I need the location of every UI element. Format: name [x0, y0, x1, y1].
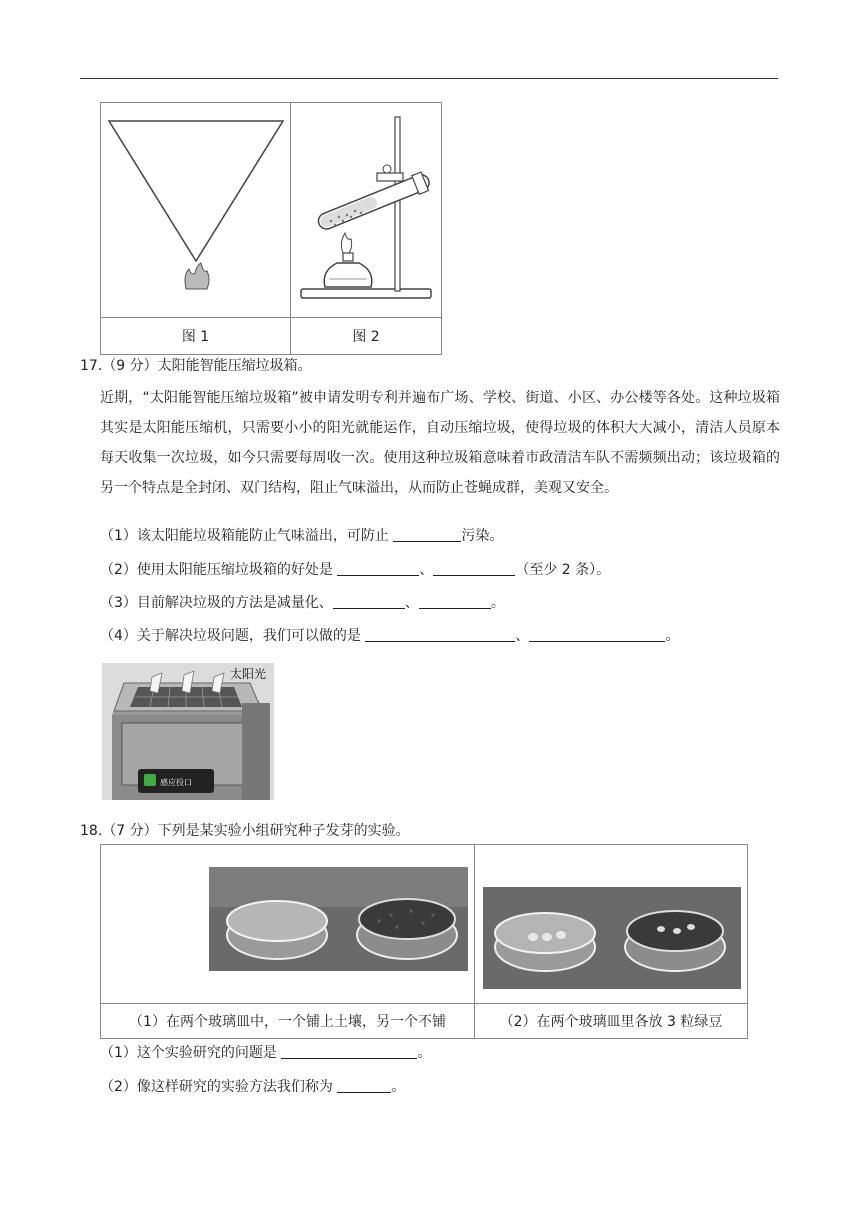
q17-header: 17.（9 分）太阳能智能压缩垃圾箱。 [80, 358, 312, 374]
header-rule [80, 78, 778, 79]
q18-photo-cell-2 [475, 845, 748, 1004]
q17-sub3 [100, 593, 505, 613]
q18-caption-2: （2）在两个玻璃皿里各放 3 粒绿豆 [475, 1004, 748, 1039]
q17-sub4 [100, 626, 679, 646]
q18-caption-1: （1）在两个玻璃皿中，一个铺上土壤，另一个不铺 [101, 1004, 475, 1039]
figure-table-top [100, 102, 442, 355]
q17-sub1-text: （1）该太阳能垃圾箱能防止气味溢出，可防止 [100, 528, 394, 544]
q17-sub4-blank-2[interactable] [529, 627, 665, 642]
q17-sub2-text: （2）使用太阳能压缩垃圾箱的好处是 [100, 562, 338, 578]
q17-sub3-tail: 。 [490, 595, 505, 611]
figure-table-q18 [100, 844, 748, 1039]
q18-sub2 [100, 1077, 405, 1097]
q17-sub2-blank-1[interactable] [337, 561, 419, 576]
q17-sub3-text: （3）目前解决垃圾的方法是减量化、 [100, 595, 333, 611]
flame-icon [185, 263, 209, 289]
q17-sub2 [100, 560, 610, 580]
bean [687, 924, 695, 930]
q17-sub2-tail: （至少 2 条）。 [515, 562, 611, 578]
bean [673, 928, 681, 934]
q18-sub1 [100, 1043, 431, 1063]
q17-passage: 近期，“太阳能智能压缩垃圾箱”被申请发明专利并遍布广场、学校、街道、小区、办公楼等各处。这种垃圾箱其实是太阳能压缩机，只需要小小的阳光就能运作，自动压缩垃圾，使得垃圾的体积大大减小，清洁人员原本每天收集一次垃圾，如今只需要每周收一次。使用这种垃圾箱意味着市政清洁车队不需频频出动；该垃圾箱的另一个特点是全封闭、双门结构，阻止气味溢出，从而防止苍蝇成群，美观又安全。 [100, 390, 780, 496]
alcohol-lamp [324, 263, 372, 287]
q17-sub1-tail: 污染。 [461, 528, 504, 544]
q17-sub3-sep: 、 [404, 595, 419, 611]
petri-dishes-photo-1 [101, 845, 474, 999]
q18-sub2-tail: 。 [391, 1079, 406, 1095]
q17-sub2-sep: 、 [419, 562, 434, 578]
q18-photo-cell-1 [101, 845, 475, 1004]
q17-sub1-blank[interactable] [393, 527, 461, 542]
solar-bin-illustration [102, 663, 274, 800]
figure-1-caption: 图 1 [101, 318, 291, 355]
q17-sub4-tail: 。 [665, 628, 680, 644]
bean [528, 933, 538, 941]
test-tube-heating-apparatus [291, 103, 441, 313]
burner-flame-icon [341, 233, 351, 253]
inverted-triangle [109, 121, 283, 261]
inverted-triangle-flame-figure [101, 103, 290, 313]
q17-sub1 [100, 526, 503, 546]
solar-bin-photo [102, 663, 274, 800]
q18-sub1-blank[interactable] [281, 1044, 417, 1059]
figure-2-caption: 图 2 [291, 318, 442, 355]
q17-sub2-blank-2[interactable] [433, 561, 515, 576]
q17-sub3-blank-2[interactable] [419, 594, 491, 609]
sunlight-label: 太阳光 [230, 667, 267, 681]
q17-sub4-blank-1[interactable] [365, 627, 515, 642]
figure-2-cell [291, 103, 442, 318]
q18-sub1-tail: 。 [417, 1045, 432, 1061]
bin-screen-text: 感应投口 [160, 778, 192, 787]
bean [542, 933, 552, 941]
bean [556, 931, 566, 939]
petri-dishes-photo-2 [475, 845, 747, 999]
figure-1-cell [101, 103, 291, 318]
q18-sub2-text: （2）像这样研究的实验方法我们称为 [100, 1079, 338, 1095]
bean [657, 926, 665, 932]
q18-sub2-blank[interactable] [337, 1078, 391, 1093]
q17-sub3-blank-1[interactable] [333, 594, 405, 609]
q17-sub4-sep: 、 [515, 628, 530, 644]
q18-header: 18.（7 分）下列是某实验小组研究种子发芽的实验。 [80, 823, 410, 839]
q18-sub1-text: （1）这个实验研究的问题是 [100, 1045, 282, 1061]
q17-sub4-text: （4）关于解决垃圾问题，我们可以做的是 [100, 628, 366, 644]
